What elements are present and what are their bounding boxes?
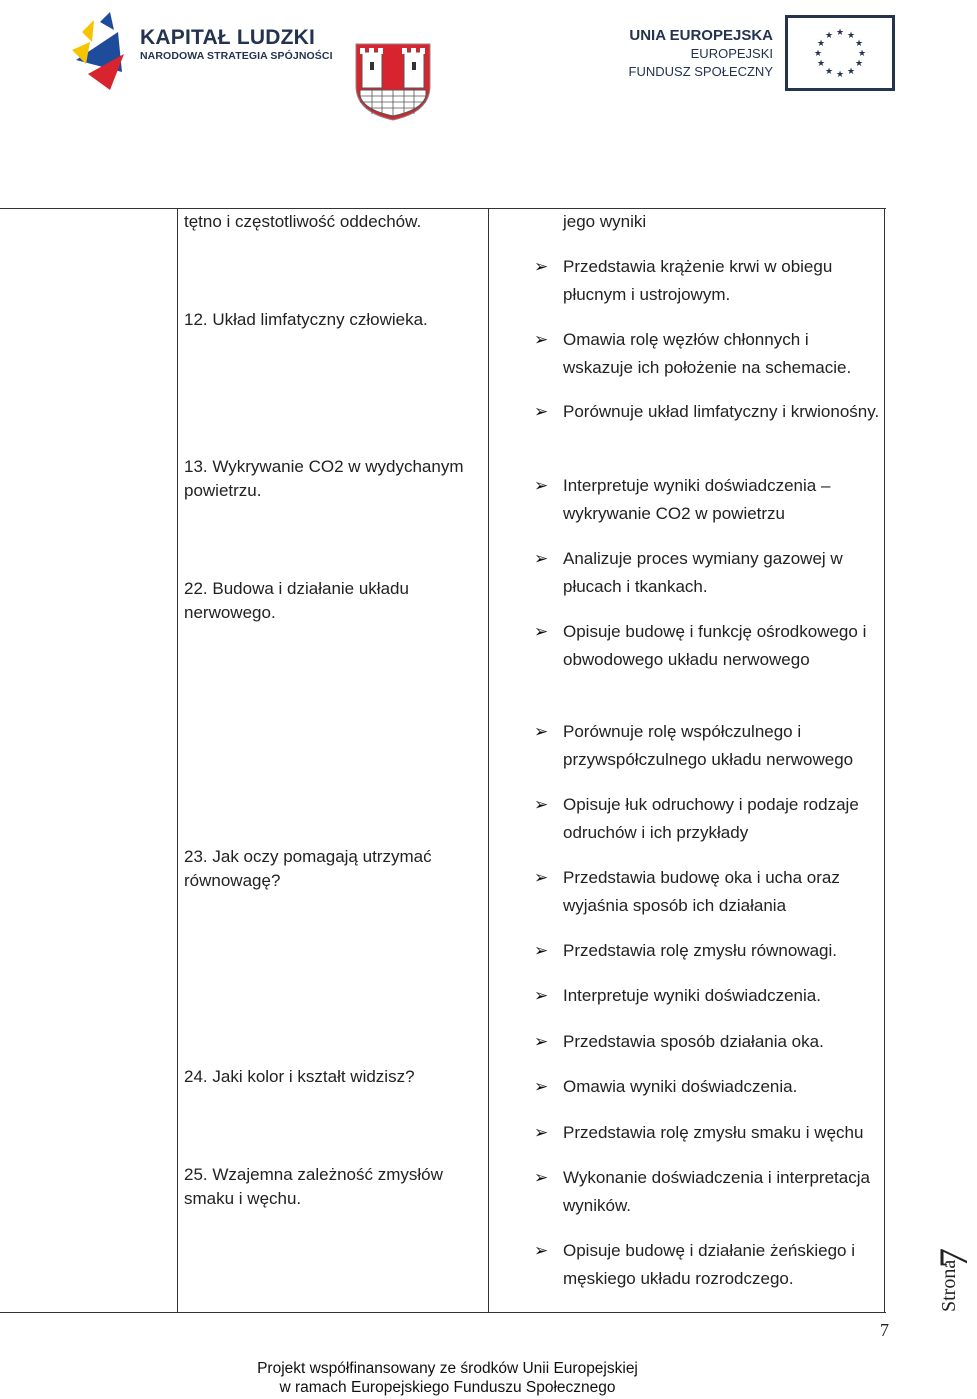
- arrow-bullet-icon: ➢: [534, 549, 549, 569]
- topic-text: . Budowa i działanie układu nerwowego.: [184, 579, 409, 622]
- arrow-bullet-icon: ➢: [534, 1032, 549, 1052]
- objective-item: Analizuje proces wymiany gazowej w płucach i tkankach.: [563, 549, 843, 596]
- kl-subtitle: NARODOWA STRATEGIA SPÓJNOŚCI: [140, 50, 333, 62]
- objective-item: Interpretuje wyniki doświadczenia.: [563, 986, 821, 1005]
- kl-title: KAPITAŁ LUDZKI: [140, 26, 316, 49]
- objective-item: Interpretuje wyniki doświadczenia – wykrywanie CO2 w powietrzu: [563, 476, 831, 523]
- objective-intro: jego wyniki: [563, 212, 647, 231]
- topic-24: [184, 1065, 484, 1089]
- footer-line-2: w ramach Europejskiego Funduszu Społecznego: [279, 1379, 616, 1396]
- eu-line3: FUNDUSZ SPOŁECZNY: [628, 64, 773, 79]
- svg-text:★: ★: [846, 67, 856, 77]
- table-right-border: [884, 208, 885, 1313]
- arrow-bullet-icon: ➢: [534, 330, 549, 350]
- topic-number: 23: [184, 847, 203, 866]
- page-number: 7: [880, 1320, 889, 1340]
- topic-text: . Wykrywanie CO2 w wydychanym powietrzu.: [184, 457, 464, 500]
- arrow-bullet-icon: ➢: [534, 986, 549, 1006]
- eu-text-block: [629, 27, 773, 81]
- objective-item: Porównuje układ limfatyczny i krwionośny.: [563, 402, 880, 421]
- topic-text: . Układ limfatyczny człowieka.: [202, 310, 428, 329]
- objective-item: Omawia wyniki doświadczenia.: [563, 1077, 798, 1096]
- objective-item: Wykonanie doświadczenia i interpretacja wyników.: [563, 1168, 870, 1215]
- svg-text:★: ★: [824, 67, 834, 77]
- topic-25: [184, 1163, 484, 1211]
- svg-text:★: ★: [824, 31, 834, 41]
- arrow-bullet-icon: ➢: [534, 1123, 549, 1143]
- objective-item: Przedstawia rolę zmysłu równowagi.: [563, 941, 837, 960]
- table-bottom-border: [0, 1312, 886, 1313]
- svg-text:★: ★: [816, 39, 826, 49]
- svg-text:★: ★: [816, 59, 826, 69]
- footer-line-1: Projekt współfinansowany ze środków Unii Europejskiej: [257, 1360, 638, 1377]
- topic-12: [184, 308, 484, 332]
- objective-item: Przedstawia budowę oka i ucha oraz wyjaśnia sposób ich działania: [563, 868, 840, 915]
- eu-title: UNIA EUROPEJSKA: [629, 27, 773, 44]
- topic-number: 13: [184, 457, 203, 476]
- objective-item: Opisuje łuk odruchowy i podaje rodzaje odruchów i ich przykłady: [563, 795, 859, 842]
- topic-number: 24: [184, 1067, 203, 1086]
- topic-number: 12: [184, 310, 203, 329]
- svg-text:★: ★: [835, 28, 845, 38]
- city-crest-logo: [352, 40, 434, 122]
- arrow-bullet-icon: ➢: [534, 722, 549, 742]
- side-page-label: Strona: [938, 1259, 960, 1312]
- svg-text:★: ★: [846, 31, 856, 41]
- objective-item: Opisuje budowę i funkcję ośrodkowego i obwodowego układu nerwowego: [563, 622, 867, 669]
- svg-text:★: ★: [854, 59, 864, 69]
- topic-13: [184, 455, 484, 503]
- eu-flag-logo: [785, 15, 895, 91]
- arrow-bullet-icon: ➢: [534, 622, 549, 642]
- side-page-number: 7: [931, 1248, 976, 1268]
- objective-item: Przedstawia krążenie krwi w obiegu płucnym i ustrojowym.: [563, 257, 833, 304]
- topic-number: 25: [184, 1165, 203, 1184]
- svg-text:★: ★: [857, 49, 867, 59]
- svg-text:★: ★: [854, 39, 864, 49]
- eu-line2: EUROPEJSKI: [690, 46, 773, 61]
- arrow-bullet-icon: ➢: [534, 1241, 549, 1261]
- arrow-bullet-icon: ➢: [534, 476, 549, 496]
- arrow-bullet-icon: ➢: [534, 402, 549, 422]
- topic-text: . Jaki kolor i kształt widzisz?: [202, 1067, 415, 1086]
- eu-stars-icon: [788, 18, 892, 88]
- topic-text: tętno i częstotliwość oddechów.: [184, 212, 422, 231]
- topic-text: . Jak oczy pomagają utrzymać równowagę?: [184, 847, 432, 890]
- svg-text:★: ★: [835, 70, 845, 80]
- column-divider-1: [177, 208, 178, 1313]
- column-divider-2: [488, 208, 489, 1313]
- topic-continuation: [184, 210, 484, 234]
- objective-item: Omawia rolę węzłów chłonnych i wskazuje ich położenie na schemacie.: [563, 330, 852, 377]
- topic-number: 22: [184, 579, 203, 598]
- objective-item: Przedstawia sposób działania oka.: [563, 1032, 824, 1051]
- arrow-bullet-icon: ➢: [534, 1168, 549, 1188]
- svg-text:★: ★: [813, 49, 823, 59]
- arrow-bullet-icon: ➢: [534, 941, 549, 961]
- arrow-bullet-icon: ➢: [534, 868, 549, 888]
- topic-23: [184, 845, 484, 893]
- objective-item: Przedstawia rolę zmysłu smaku i węchu: [563, 1123, 864, 1142]
- objective-item: Opisuje budowę i działanie żeńskiego i męskiego układu rozrodczego.: [563, 1241, 856, 1288]
- arrow-bullet-icon: ➢: [534, 257, 549, 277]
- arrow-bullet-icon: ➢: [534, 795, 549, 815]
- objective-item: Porównuje rolę współczulnego i przywspółczulnego układu nerwowego: [563, 722, 854, 769]
- arrow-bullet-icon: ➢: [534, 1077, 549, 1097]
- topic-text: . Wzajemna zależność zmysłów smaku i węchu.: [184, 1165, 443, 1208]
- topic-22: [184, 577, 484, 625]
